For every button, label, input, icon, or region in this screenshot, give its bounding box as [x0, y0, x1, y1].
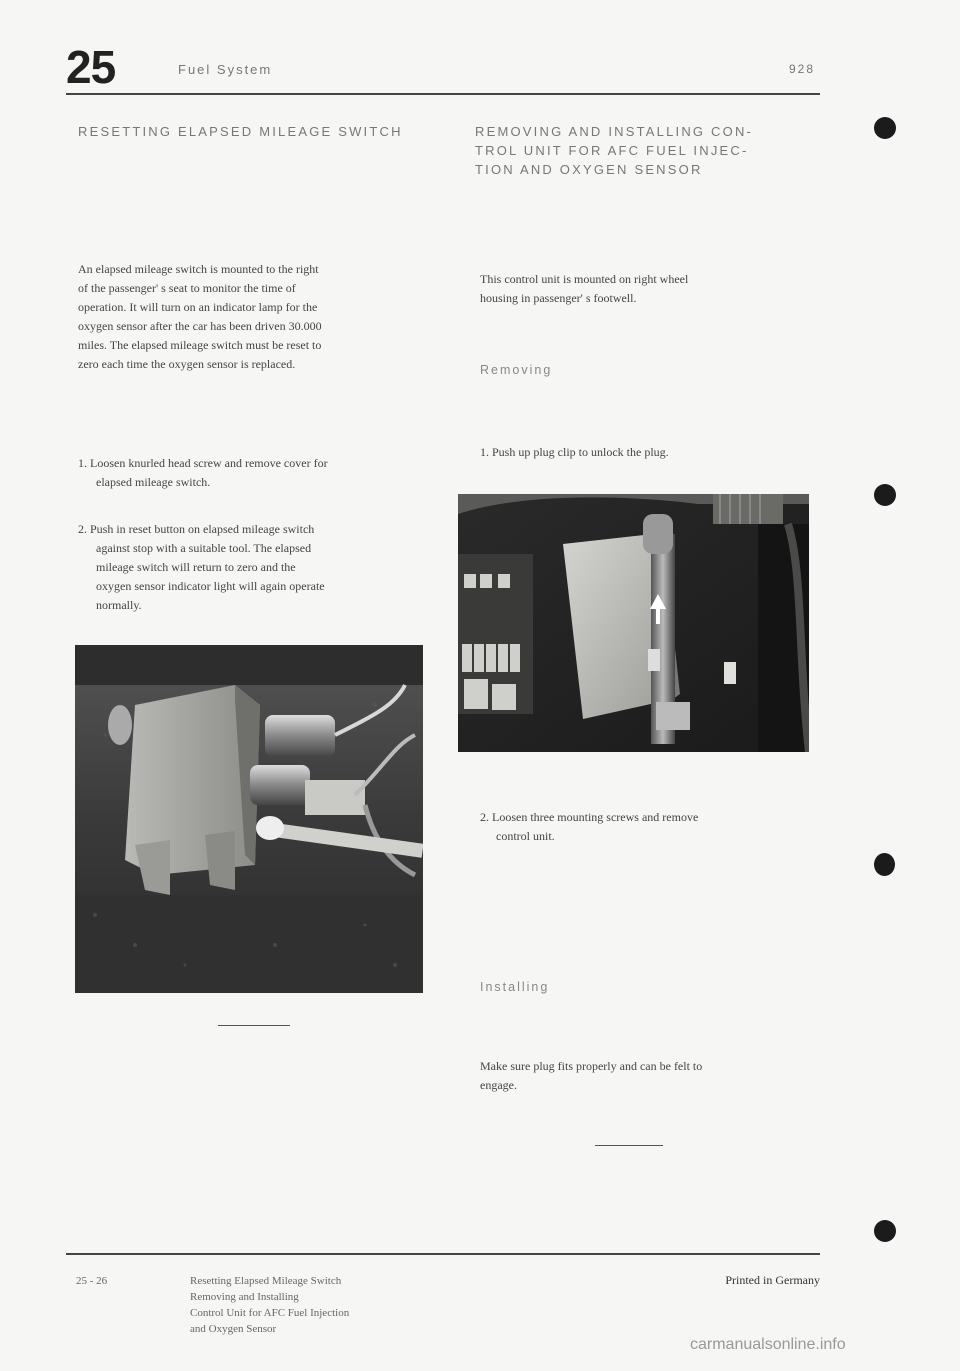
text-line: Make sure plug fits properly and can be felt to — [480, 1059, 703, 1073]
text-line: of the passenger' s seat to monitor the time of — [78, 281, 296, 295]
left-step-1 — [78, 454, 438, 492]
control-unit-photo — [458, 494, 809, 752]
text-line: mileage switch will return to zero and the — [96, 560, 296, 574]
text-line: oxygen sensor indicator light will again operate — [96, 579, 325, 593]
footer-line: Control Unit for AFC Fuel Injection — [190, 1307, 350, 1319]
left-end-rule — [218, 1025, 290, 1026]
elapsed-mileage-switch-photo — [75, 645, 423, 993]
text-line: engage. — [480, 1078, 517, 1092]
right-heading — [475, 122, 753, 179]
right-intro — [480, 270, 820, 308]
text-line: 2. Loosen three mounting screws and remove — [480, 810, 699, 824]
left-intro — [78, 260, 438, 374]
right-step-1: 1. Push up plug clip to unlock the plug. — [480, 445, 669, 459]
model-number: 928 — [788, 62, 815, 76]
section-title: Fuel System — [178, 62, 273, 77]
printed-in: Printed in Germany — [725, 1273, 820, 1287]
right-step-2 — [480, 808, 820, 846]
text-line: against stop with a suitable tool. The elapsed — [96, 541, 312, 555]
text-line: operation. It will turn on an indicator lamp for the — [78, 300, 318, 314]
watermark: carmanualsonline.info — [690, 1336, 846, 1353]
heading-line: TROL UNIT FOR AFC FUEL INJEC- — [475, 143, 749, 158]
footer-line: Removing and Installing — [190, 1291, 299, 1303]
binder-hole — [874, 117, 896, 139]
text-line: oxygen sensor after the car has been driven 30.000 — [78, 319, 322, 333]
left-heading: RESETTING ELAPSED MILEAGE SWITCH — [78, 124, 403, 139]
footer-topics — [190, 1273, 490, 1337]
text-line: zero each time the oxygen sensor is replaced. — [78, 357, 296, 371]
footer-rule — [66, 1253, 820, 1255]
heading-line: REMOVING AND INSTALLING CON- — [475, 124, 754, 139]
installing-label: Installing — [480, 980, 550, 994]
footer-line: Resetting Elapsed Mileage Switch — [190, 1275, 342, 1287]
text-line: miles. The elapsed mileage switch must be reset to — [78, 338, 322, 352]
chapter-number: 25 — [66, 41, 116, 93]
text-line: 2. Push in reset button on elapsed mileage switch — [78, 522, 315, 536]
heading-line: TION AND OXYGEN SENSOR — [475, 162, 703, 177]
text-line: An elapsed mileage switch is mounted to the right — [78, 262, 319, 276]
footer-line: and Oxygen Sensor — [190, 1323, 277, 1335]
binder-hole — [874, 484, 896, 506]
text-line: control unit. — [496, 829, 555, 843]
removing-label: Removing — [480, 363, 553, 377]
binder-hole — [874, 853, 895, 876]
left-step-2 — [78, 520, 438, 615]
text-line: housing in passenger' s footwell. — [480, 291, 637, 305]
text-line: elapsed mileage switch. — [96, 475, 211, 489]
install-note — [480, 1057, 820, 1095]
header-rule — [66, 93, 820, 95]
text-line: This control unit is mounted on right wheel — [480, 272, 689, 286]
text-line: normally. — [96, 598, 142, 612]
binder-hole — [874, 1220, 896, 1242]
right-end-rule — [595, 1145, 663, 1146]
text-line: 1. Loosen knurled head screw and remove cover for — [78, 456, 328, 470]
page-number: 25 - 26 — [76, 1275, 108, 1287]
